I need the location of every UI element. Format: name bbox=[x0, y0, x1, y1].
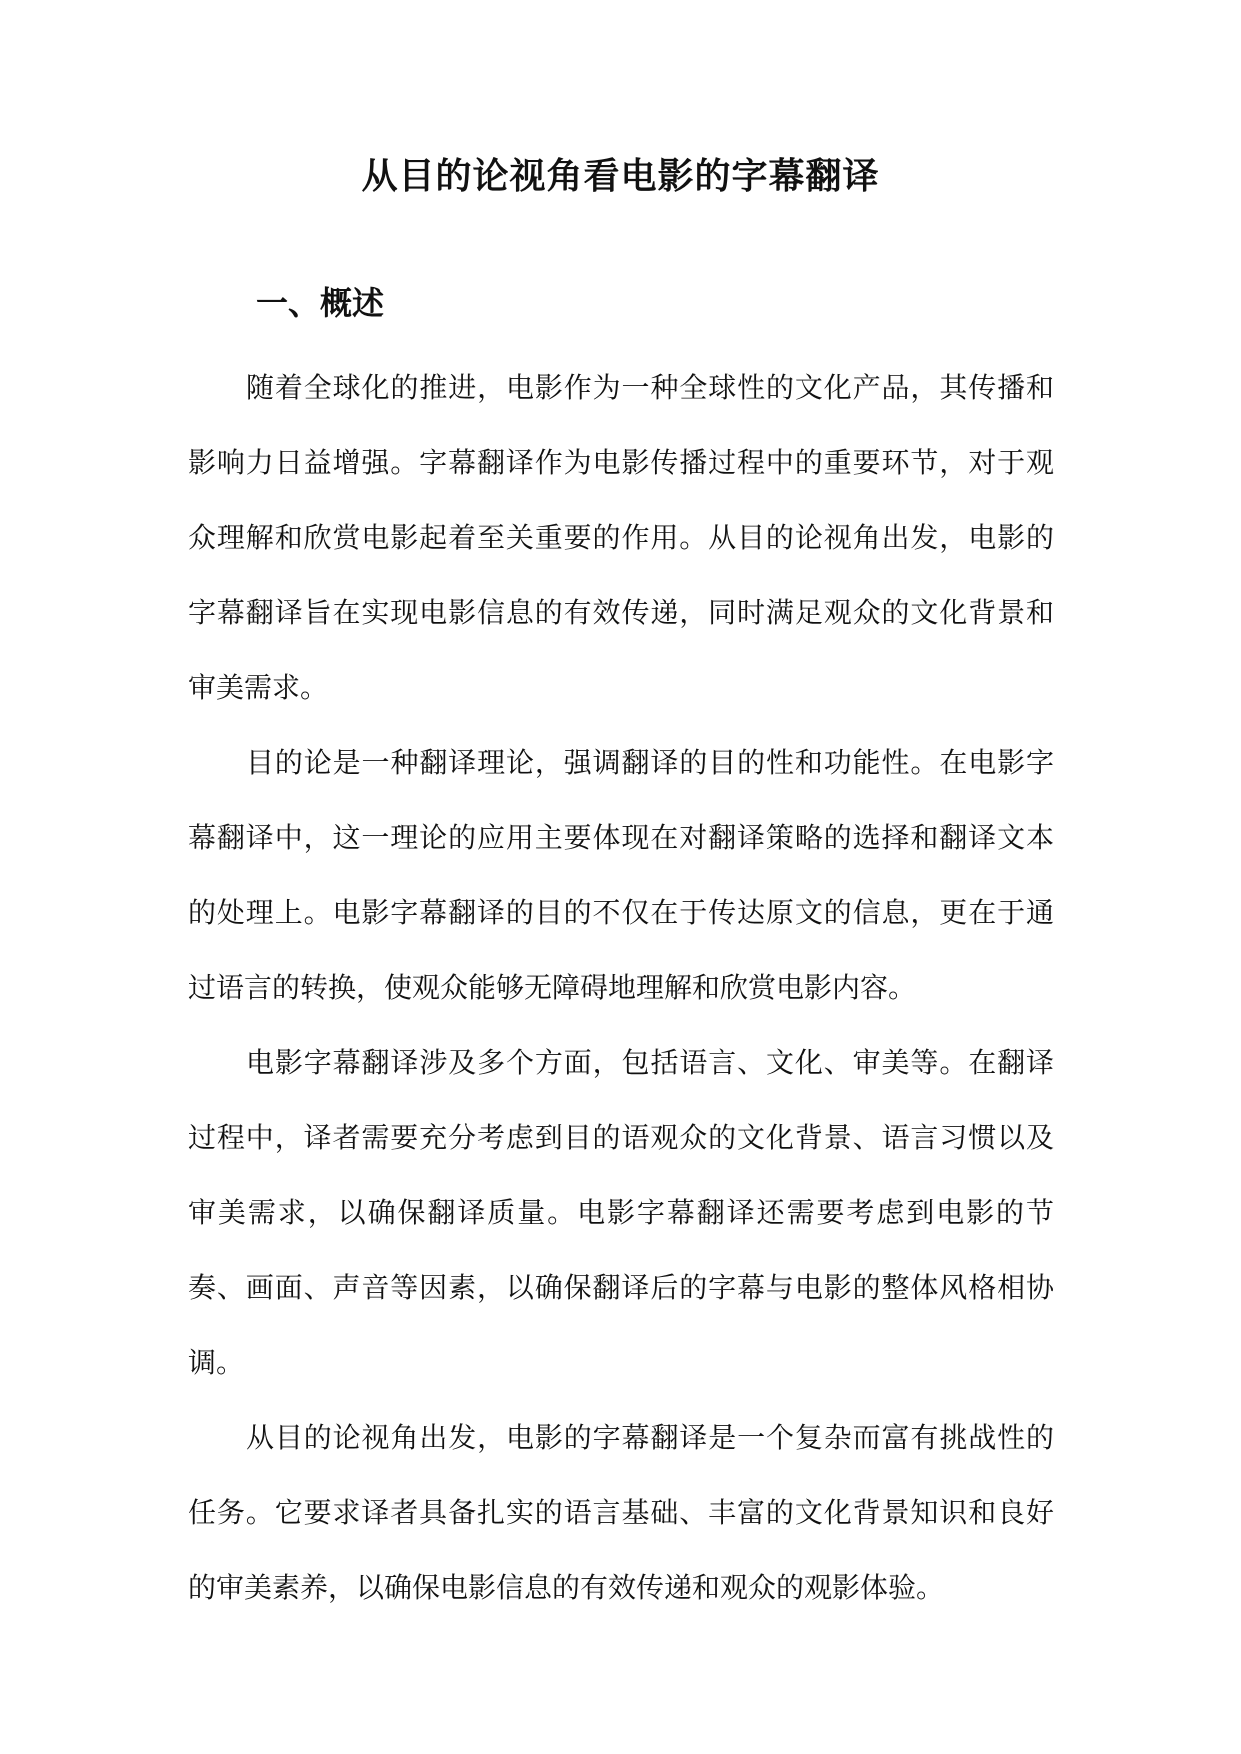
section-heading: 一、概述 bbox=[256, 284, 385, 322]
document-title: 从目的论视角看电影的字幕翻译 bbox=[361, 156, 880, 197]
paragraph: 目的论是一种翻译理论，强调翻译的目的性和功能性。在电影字幕翻译中，这一理论的应用主要体现在对翻译策略的选择和翻译文本的处理上。电影字幕翻译的目的不仅在于传达原文的信息，更在于通过语言的转换，使观众能够无障碍地理解和欣赏电影内容。 bbox=[188, 746, 1054, 1004]
paragraph: 电影字幕翻译涉及多个方面，包括语言、文化、审美等。在翻译过程中，译者需要充分考虑到目的语观众的文化背景、语言习惯以及审美需求，以确保翻译质量。电影字幕翻译还需要考虑到电影的节奏、画面、声音等因素，以确保翻译后的字幕与电影的整体风格相协调。 bbox=[188, 1046, 1054, 1379]
paragraph: 随着全球化的推进，电影作为一种全球性的文化产品，其传播和影响力日益增强。字幕翻译作为电影传播过程中的重要环节，对于观众理解和欣赏电影起着至关重要的作用。从目的论视角出发，电影的字幕翻译旨在实现电影信息的有效传递，同时满足观众的文化背景和审美需求。 bbox=[188, 371, 1054, 704]
paragraph: 从目的论视角出发，电影的字幕翻译是一个复杂而富有挑战性的任务。它要求译者具备扎实的语言基础、丰富的文化背景知识和良好的审美素养，以确保电影信息的有效传递和观众的观影体验。 bbox=[188, 1421, 1054, 1604]
body-text bbox=[188, 350, 1054, 1625]
